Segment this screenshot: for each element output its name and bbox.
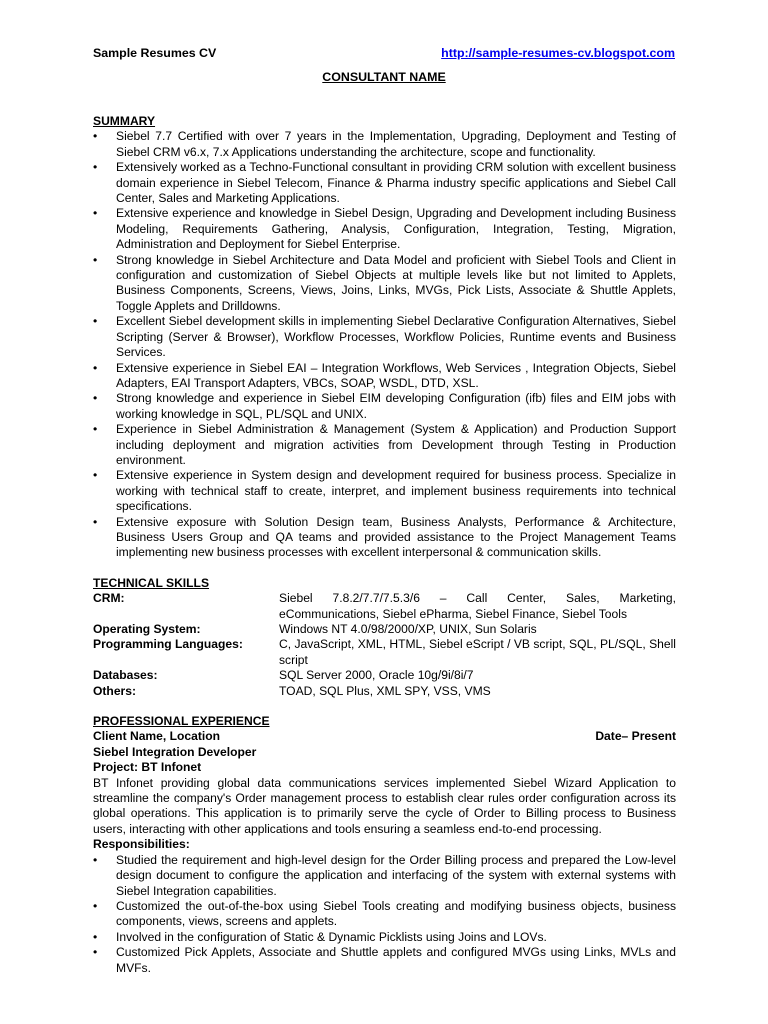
summary-item: • Excellent Siebel development skills in implementing Siebel Declarative Configuration Alternatives, Siebel Scripting (Server & Browser), Workflow Processes, Workflow Policies, Runtime events and Business Services. <box>93 314 676 360</box>
header-site-name: Sample Resumes CV <box>93 46 217 60</box>
skill-row <box>93 684 676 699</box>
client-line <box>93 729 676 744</box>
summary-item: • Siebel 7.7 Certified with over 7 years in the Implementation, Upgrading, Deployment and Testing of Siebel CRM v6.x, 7.x Applications understanding the architecture, scope and functionality. <box>93 129 676 160</box>
summary-item: • Extensive experience in System design and development required for business process. Specialize in working with technical staff to create, interpret, and implement business requirements into technical specifications. <box>93 468 676 514</box>
responsibility-item: • Studied the requirement and high-level design for the Order Billing process and prepared the Low-level design document to configure the application and interfacing of the system with external systems with Siebel Integration capabilities. <box>93 853 676 899</box>
client-name: Client Name, Location <box>93 729 221 744</box>
experience-heading: PROFESSIONAL EXPERIENCE <box>93 714 270 729</box>
skill-value: Windows NT 4.0/98/2000/XP, UNIX, Sun Solaris <box>279 622 537 636</box>
summary-item: • Strong knowledge and experience in Siebel EIM developing Configuration (ifb) files and EIM jobs with working knowledge in SQL, PL/SQL and UNIX. <box>93 391 676 422</box>
skill-row <box>93 668 676 683</box>
skill-value: TOAD, SQL Plus, XML SPY, VSS, VMS <box>279 683 491 698</box>
header-site-link[interactable]: http://sample-resumes-cv.blogspot.com <box>441 46 675 60</box>
project-description: BT Infonet providing global data communications services implemented Siebel Wizard Application to streamline the company's Order management process to establish clear rules order configuration across its global operations. This application is to primarily serve the cycle of Order to Billing process to Business users, interacting with other applications and tools ensuring a seamless end-to-end processing. <box>93 775 676 836</box>
skill-value: SQL Server 2000, Oracle 10g/9i/8i/7 <box>279 668 474 683</box>
resume-body <box>93 114 676 976</box>
skill-row <box>93 637 676 668</box>
skills-table <box>93 591 676 699</box>
summary-list <box>93 129 676 560</box>
skill-label: CRM: <box>93 591 125 606</box>
skill-label: Programming Languages: <box>93 637 243 652</box>
summary-item: • Extensive exposure with Solution Design team, Business Analysts, Performance & Architecture, Business Users Group and QA teams and provided assistance to the Project Management Teams implementing new business processes with excellent interpersonal & communication skills. <box>93 515 676 561</box>
responsibilities-list <box>93 853 676 976</box>
skill-label: Others: <box>93 683 137 698</box>
skill-row <box>93 591 676 622</box>
page-title: CONSULTANT NAME <box>322 70 446 84</box>
summary-item: • Extensive experience in Siebel EAI – Integration Workflows, Web Services , Integration Objects, Siebel Adapters, EAI Transport Adapters, VBCs, SOAP, WSDL, DTD, XSL. <box>93 361 676 392</box>
summary-item: • Experience in Siebel Administration & Management (System & Application) and Production Support including deployment and migration activities from Development through Testing in Production environment. <box>93 422 676 468</box>
summary-item: • Strong knowledge in Siebel Architecture and Data Model and proficient with Siebel Tools and Client in configuration and customization of Siebel Objects at multiple levels like but not limited to Applets, Business Components, Screens, Views, Joins, Links, MVGs, Pick Lists, Associate & Shuttle Applets, Toggle Applets and Drilldowns. <box>93 253 676 315</box>
responsibilities-heading: Responsibilities: <box>93 837 190 852</box>
summary-item: • Extensively worked as a Techno-Functional consultant in providing CRM solution with excellent business domain experience in Siebel Telecom, Finance & Pharma industry specific applications and Siebel Call Center, Sales and Marketing Applications. <box>93 160 676 206</box>
skill-value: C, JavaScript, XML, HTML, Siebel eScript / VB script, SQL, PL/SQL, Shell script <box>279 637 676 667</box>
job-role: Siebel Integration Developer <box>93 744 257 759</box>
responsibility-item: • Customized the out-of-the-box using Siebel Tools creating and modifying business objects, business components, views, screens and applets. <box>93 899 676 930</box>
employment-date: Date– Present <box>595 729 676 744</box>
skill-value: Siebel 7.8.2/7.7/7.5.3/6 – Call Center, Sales, Marketing, eCommunications, Siebel ePharma, Siebel Finance, Siebel Tools <box>279 591 676 621</box>
responsibility-item: • Involved in the configuration of Static & Dynamic Picklists using Joins and LOVs. <box>93 930 676 945</box>
summary-item: • Extensive experience and knowledge in Siebel Design, Upgrading and Development including Business Modeling, Requirements Gathering, Analysis, Configuration, Integration, Testing, Migration, Administration and Deployment for Siebel Enterprise. <box>93 206 676 252</box>
summary-heading: SUMMARY <box>93 114 156 128</box>
project-name: Project: BT Infonet <box>93 760 202 775</box>
skill-row <box>93 622 676 637</box>
skills-heading: TECHNICAL SKILLS <box>93 575 210 590</box>
skill-label: Databases: <box>93 668 158 683</box>
responsibility-item: • Customized Pick Applets, Associate and Shuttle applets and configured MVGs using Links, MVLs and MVFs. <box>93 945 676 976</box>
skill-label: Operating System: <box>93 622 201 636</box>
